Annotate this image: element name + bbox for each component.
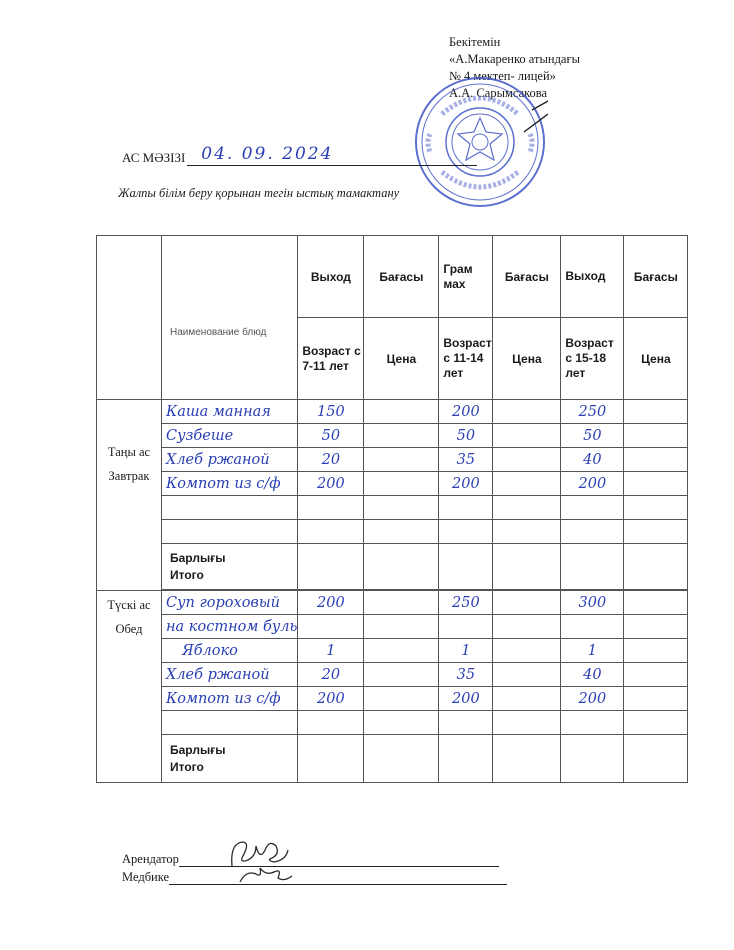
price-cell: [364, 615, 439, 639]
header-cena-3: Цена: [624, 318, 688, 400]
price-cell: [364, 448, 439, 472]
total-cell: [439, 544, 493, 590]
value-11-14: [439, 711, 493, 735]
value-15-18: 1: [561, 639, 624, 663]
value-15-18: 50: [561, 424, 624, 448]
value-11-14: [439, 520, 493, 544]
approval-line-2: «А.Макаренко атындағы: [449, 52, 581, 66]
header-age-15-18: Возраст с 15-18 лет: [561, 318, 624, 400]
dish-cell: [162, 496, 298, 520]
nurse-label: Медбике: [122, 870, 170, 884]
breakfast-label-kz: Таңы ас: [107, 445, 151, 459]
lunch-total-row: [97, 735, 688, 783]
dish-cell: Каша манная: [162, 400, 298, 424]
approval-line-4: А.А. Сарымсакова: [449, 86, 548, 100]
table-row: [97, 615, 688, 639]
value-7-11: 20: [298, 448, 364, 472]
total-cell: [493, 544, 561, 590]
price-cell: [624, 639, 688, 663]
total-cell: [298, 544, 364, 590]
approval-line-1: Бекітемін: [449, 35, 501, 49]
tenant-label: Арендатор: [122, 852, 179, 866]
total-cell: [624, 544, 688, 590]
table-row: [97, 472, 688, 496]
price-cell: [493, 711, 561, 735]
price-cell: [364, 639, 439, 663]
total-cell: [298, 735, 364, 783]
lunch-meal-cell: [97, 591, 162, 783]
price-cell: [493, 520, 561, 544]
price-cell: [624, 496, 688, 520]
price-cell: [624, 520, 688, 544]
value-7-11: 150: [298, 400, 364, 424]
value-7-11: 200: [298, 472, 364, 496]
price-cell: [624, 424, 688, 448]
price-cell: [364, 711, 439, 735]
menu-date: 04. 09. 2024: [201, 144, 334, 164]
value-7-11: 1: [298, 639, 364, 663]
header-cena-1: Цена: [364, 318, 439, 400]
header-price-3: Бағасы: [624, 236, 688, 318]
price-cell: [493, 687, 561, 711]
value-15-18: 300: [561, 591, 624, 615]
approval-line-3: № 4 мектеп- лицей»: [449, 69, 556, 83]
price-cell: [624, 400, 688, 424]
total-cell: [364, 735, 439, 783]
price-cell: [493, 448, 561, 472]
header-row-1: [97, 236, 688, 318]
price-cell: [624, 591, 688, 615]
table-row: [97, 400, 688, 424]
table-row: [97, 711, 688, 735]
total-label-kz: Барлығы: [170, 742, 226, 757]
price-cell: [493, 472, 561, 496]
dish-cell: Компот из с/ф: [162, 472, 298, 496]
dish-cell: Сузбеше: [162, 424, 298, 448]
date-line: [187, 144, 477, 166]
value-7-11: [298, 520, 364, 544]
price-cell: [493, 639, 561, 663]
value-7-11: [298, 615, 364, 639]
value-15-18: [561, 711, 624, 735]
total-label-kz: Барлығы: [170, 550, 226, 565]
meal-header-cell: [97, 236, 162, 400]
price-cell: [493, 615, 561, 639]
lunch-label-ru: Обед: [115, 622, 143, 636]
value-15-18: 40: [561, 448, 624, 472]
header-output-1: Выход: [298, 236, 364, 318]
price-cell: [624, 663, 688, 687]
price-cell: [493, 663, 561, 687]
total-label-ru: Итого: [170, 759, 204, 774]
table-row: [97, 448, 688, 472]
dish-cell: Компот из с/ф: [162, 687, 298, 711]
breakfast-meal-cell: [97, 400, 162, 591]
dish-cell: Хлеб ржаной: [162, 448, 298, 472]
table-row: [97, 520, 688, 544]
dish-cell: Хлеб ржаной: [162, 663, 298, 687]
price-cell: [624, 615, 688, 639]
price-cell: [364, 424, 439, 448]
price-cell: [364, 663, 439, 687]
menu-title: АС МӘЗІЗІ: [122, 150, 186, 165]
value-7-11: 200: [298, 591, 364, 615]
menu-title-row: [122, 144, 477, 166]
price-cell: [364, 400, 439, 424]
value-7-11: [298, 711, 364, 735]
value-11-14: 35: [439, 448, 493, 472]
header-price-2: Бағасы: [493, 236, 561, 318]
price-cell: [364, 591, 439, 615]
dish-cell: [162, 520, 298, 544]
round-seal-icon: [412, 74, 548, 210]
price-cell: [364, 472, 439, 496]
value-7-11: 200: [298, 687, 364, 711]
price-cell: [624, 472, 688, 496]
price-cell: [364, 520, 439, 544]
total-cell: [561, 735, 624, 783]
handwritten-signature-icon: [226, 836, 296, 888]
value-15-18: 40: [561, 663, 624, 687]
price-cell: [364, 496, 439, 520]
value-11-14: 250: [439, 591, 493, 615]
value-11-14: 35: [439, 663, 493, 687]
price-cell: [364, 687, 439, 711]
value-15-18: 200: [561, 687, 624, 711]
value-11-14: 200: [439, 400, 493, 424]
price-cell: [493, 400, 561, 424]
header-cena-2: Цена: [493, 318, 561, 400]
dish-name-header: Наименование блюд: [162, 236, 298, 400]
breakfast-label-ru: Завтрак: [108, 469, 150, 483]
nurse-signature-line: [169, 872, 507, 885]
dish-cell: [162, 711, 298, 735]
header-age-7-11: Возраст с 7-11 лет: [298, 318, 364, 400]
value-11-14: [439, 496, 493, 520]
price-cell: [624, 711, 688, 735]
table-row: [97, 591, 688, 615]
menu-table: [96, 235, 688, 783]
dish-cell: на костном буль: [162, 615, 298, 639]
header-grams: Грам мах: [439, 236, 493, 318]
table-row: [97, 663, 688, 687]
breakfast-total-row: [97, 544, 688, 590]
header-output-2: Выход: [561, 236, 624, 318]
tenant-row: [122, 852, 499, 867]
lunch-label-kz: Түскі ас: [107, 598, 151, 612]
price-cell: [493, 496, 561, 520]
price-cell: [624, 448, 688, 472]
breakfast-total-label: [162, 544, 298, 590]
table-row: [97, 687, 688, 711]
menu-subtitle: Жалпы білім беру қорынан тегін ыстық тамактану: [118, 186, 400, 200]
header-age-11-14: Возраст с 11-14 лет: [439, 318, 493, 400]
price-cell: [624, 687, 688, 711]
value-11-14: 1: [439, 639, 493, 663]
lunch-total-label: [162, 735, 298, 783]
total-cell: [493, 735, 561, 783]
value-7-11: 20: [298, 663, 364, 687]
value-7-11: [298, 496, 364, 520]
header-price-1: Бағасы: [364, 236, 439, 318]
value-15-18: 200: [561, 472, 624, 496]
total-cell: [364, 544, 439, 590]
value-15-18: [561, 520, 624, 544]
price-cell: [493, 424, 561, 448]
nurse-row: [122, 870, 507, 885]
table-row: [97, 639, 688, 663]
total-label-ru: Итого: [170, 567, 204, 582]
value-11-14: [439, 615, 493, 639]
price-cell: [493, 591, 561, 615]
table-row: [97, 496, 688, 520]
value-11-14: 50: [439, 424, 493, 448]
total-cell: [561, 544, 624, 590]
dish-cell: Суп гороховый: [162, 591, 298, 615]
value-7-11: 50: [298, 424, 364, 448]
value-15-18: [561, 496, 624, 520]
value-11-14: 200: [439, 472, 493, 496]
value-15-18: [561, 615, 624, 639]
total-cell: [439, 735, 493, 783]
dish-cell: Яблоко: [162, 639, 298, 663]
value-15-18: 250: [561, 400, 624, 424]
table-row: [97, 424, 688, 448]
total-cell: [624, 735, 688, 783]
value-11-14: 200: [439, 687, 493, 711]
